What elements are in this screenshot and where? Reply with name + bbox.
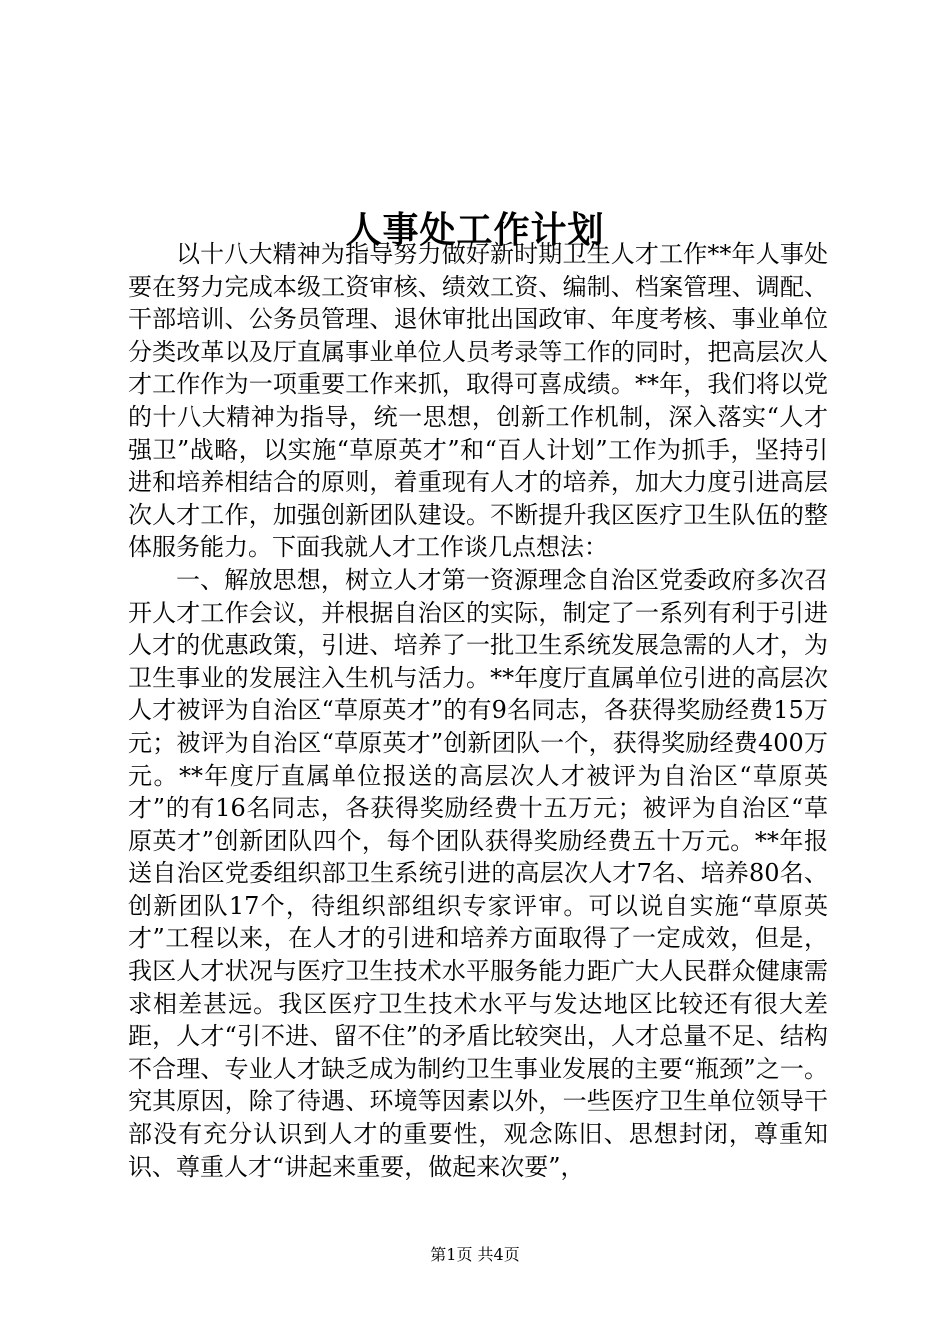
page-footer: 第1页 共4页 — [430, 1245, 520, 1264]
document-title: 人事处工作计划 — [345, 209, 605, 252]
paragraph-intro: 以十八大精神为指导努力做好新时期卫生人才工作**年人事处要在努力完成本级工资审核、绩效工资、编制、档案管理、调配、干部培训、公务员管理、退休审批出国政审、年度考核、事业单位分类改革以及厅直属事业单位人员考录等工作的同时，把高层次人才工作作为一项重要工作来抓，取得可喜成绩。**年，我们将以党的十八大精神为指导，统一思想，创新工作机制，深入落实“人才强卫”战略，以实施“草原英才”和“百人计划”工作为抓手，坚持引进和培养相结合的原则，着重现有人才的培养，加大力度引进高层次人才工作，加强创新团队建设。不断提升我区医疗卫生队伍的整体服务能力。下面我就人才工作谈几点想法： — [128, 240, 828, 562]
paragraph-section-one: 一、解放思想，树立人才第一资源理念自治区党委政府多次召开人才工作会议，并根据自治区的实际，制定了一系列有利于引进人才的优惠政策，引进、培养了一批卫生系统发展急需的人才，为卫生事业的发展注入生机与活力。**年度厅直属单位引进的高层次人才被评为自治区“草原英才”的有9名同志，各获得奖励经费15万元；被评为自治区“草原英才”创新团队一个，获得奖励经费400万元。**年度厅直属单位报送的高层次人才被评为自治区“草原英才”的有16名同志，各获得奖励经费十五万元；被评为自治区“草原英才”创新团队四个，每个团队获得奖励经费五十万元。**年报送自治区党委组织部卫生系统引进的高层次人才7名、培养80名、创新团队17个，待组织部组织专家评审。可以说自实施“草原英才”工程以来，在人才的引进和培养方面取得了一定成效，但是，我区人才状况与医疗卫生技术水平服务能力距广大人民群众健康需求相差甚远。我区医疗卫生技术水平与发达地区比较还有很大差距，人才“引不进、留不住”的矛盾比较突出，人才总量不足、结构不合理、专业人才缺乏成为制约卫生事业发展的主要“瓶颈”之一。究其原因，除了待遇、环境等因素以外，一些医疗卫生单位领导干部没有充分认识到人才的重要性，观念陈旧、思想封闭，尊重知识、尊重人才“讲起来重要，做起来次要”， — [128, 565, 828, 1181]
document-body — [128, 238, 828, 1183]
